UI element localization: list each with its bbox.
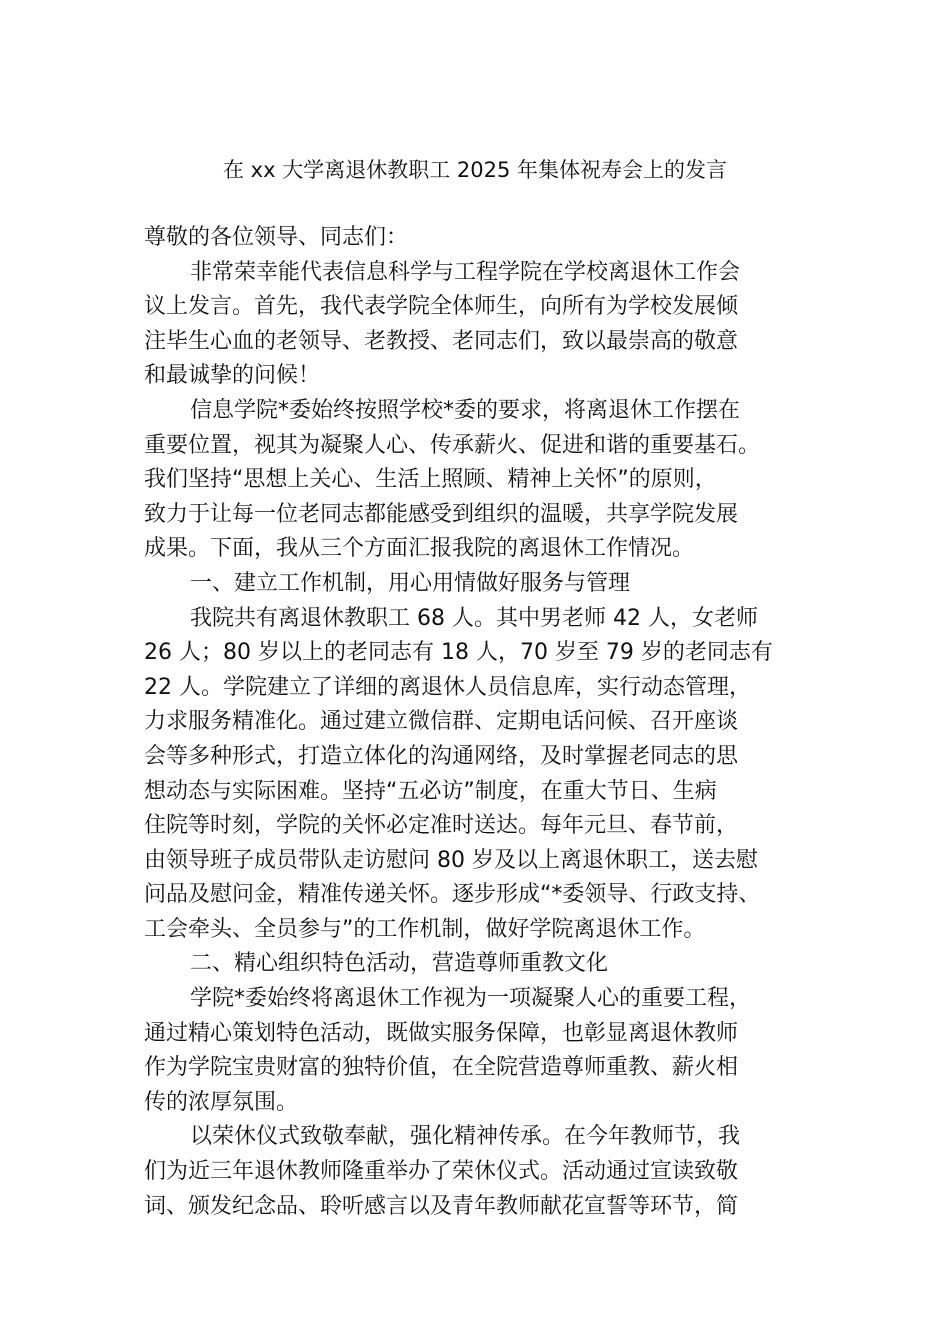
text-line: 我院共有离退休教职工 68 人。其中男老师 42 人，女老师 [190, 605, 758, 631]
text-line: 住院等时刻，学院的关怀必定准时送达。每年元旦、春节前， [144, 813, 739, 839]
document-title: 在 xx 大学离退休教职工 2025 年集体祝寿会上的发言 [223, 158, 727, 182]
text-line: 们为近三年退休教师隆重举办了荣休仪式。活动通过宣读致敬 [144, 1159, 739, 1185]
text-line: 一、建立工作机制，用心用情做好服务与管理 [190, 570, 631, 596]
text-line: 注毕生心血的老领导、老教授、老同志们，致以最崇高的敬意 [144, 328, 739, 354]
text-line: 想动态与实际困难。坚持“五必访”制度，在重大节日、生病 [144, 778, 717, 804]
text-line: 信息学院*委始终按照学校*委的要求，将离退休工作摆在 [190, 397, 741, 423]
text-line: 由领导班子成员带队走访慰问 80 岁及以上离退休职工，送去慰 [144, 847, 758, 873]
text-line: 22 人。学院建立了详细的离退休人员信息库，实行动态管理， [144, 674, 751, 700]
text-line: 力求服务精准化。通过建立微信群、定期电话问候、召开座谈 [144, 709, 739, 735]
text-line: 工会牵头、全员参与”的工作机制，做好学院离退休工作。 [144, 916, 706, 942]
text-line: 议上发言。首先，我代表学院全体师生，向所有为学校发展倾 [144, 294, 739, 320]
text-line: 非常荣幸能代表信息科学与工程学院在学校离退休工作会 [190, 259, 741, 285]
text-line: 成果。下面，我从三个方面汇报我院的离退休工作情况。 [144, 536, 695, 562]
document-body [144, 221, 844, 1224]
text-line: 以荣休仪式致敬奉献，强化精神传承。在今年教师节，我 [190, 1124, 741, 1150]
text-line: 和最诚挚的问候！ [144, 363, 321, 389]
text-line: 会等多种形式，打造立体化的沟通网络，及时掌握老同志的思 [144, 743, 739, 769]
text-line: 26 人；80 岁以上的老同志有 18 人，70 岁至 79 岁的老同志有 [144, 640, 773, 666]
text-line: 二、精心组织特色活动，营造尊师重教文化 [190, 951, 609, 977]
text-line: 作为学院宝贵财富的独特价值，在全院营造尊师重教、薪火相 [144, 1055, 739, 1081]
text-line: 学院*委始终将离退休工作视为一项凝聚人心的重要工程， [190, 986, 752, 1012]
text-line: 重要位置，视其为凝聚人心、传承薪火、促进和谐的重要基石。 [144, 432, 761, 458]
text-line: 问品及慰问金，精准传递关怀。逐步形成“*委领导、行政支持、 [144, 882, 761, 908]
text-line: 尊敬的各位领导、同志们： [144, 225, 409, 250]
text-line: 词、颁发纪念品、聆听感言以及青年教师献花宣誓等环节，简 [144, 1193, 739, 1219]
text-line: 通过精心策划特色活动，既做实服务保障，也彰显离退休教师 [144, 1020, 739, 1046]
text-line: 致力于让每一位老同志都能感受到组织的温暖，共享学院发展 [144, 501, 739, 527]
text-line: 传的浓厚氛围。 [144, 1089, 299, 1115]
text-line: 我们坚持“思想上关心、生活上照顾、精神上关怀”的原则， [144, 467, 717, 493]
